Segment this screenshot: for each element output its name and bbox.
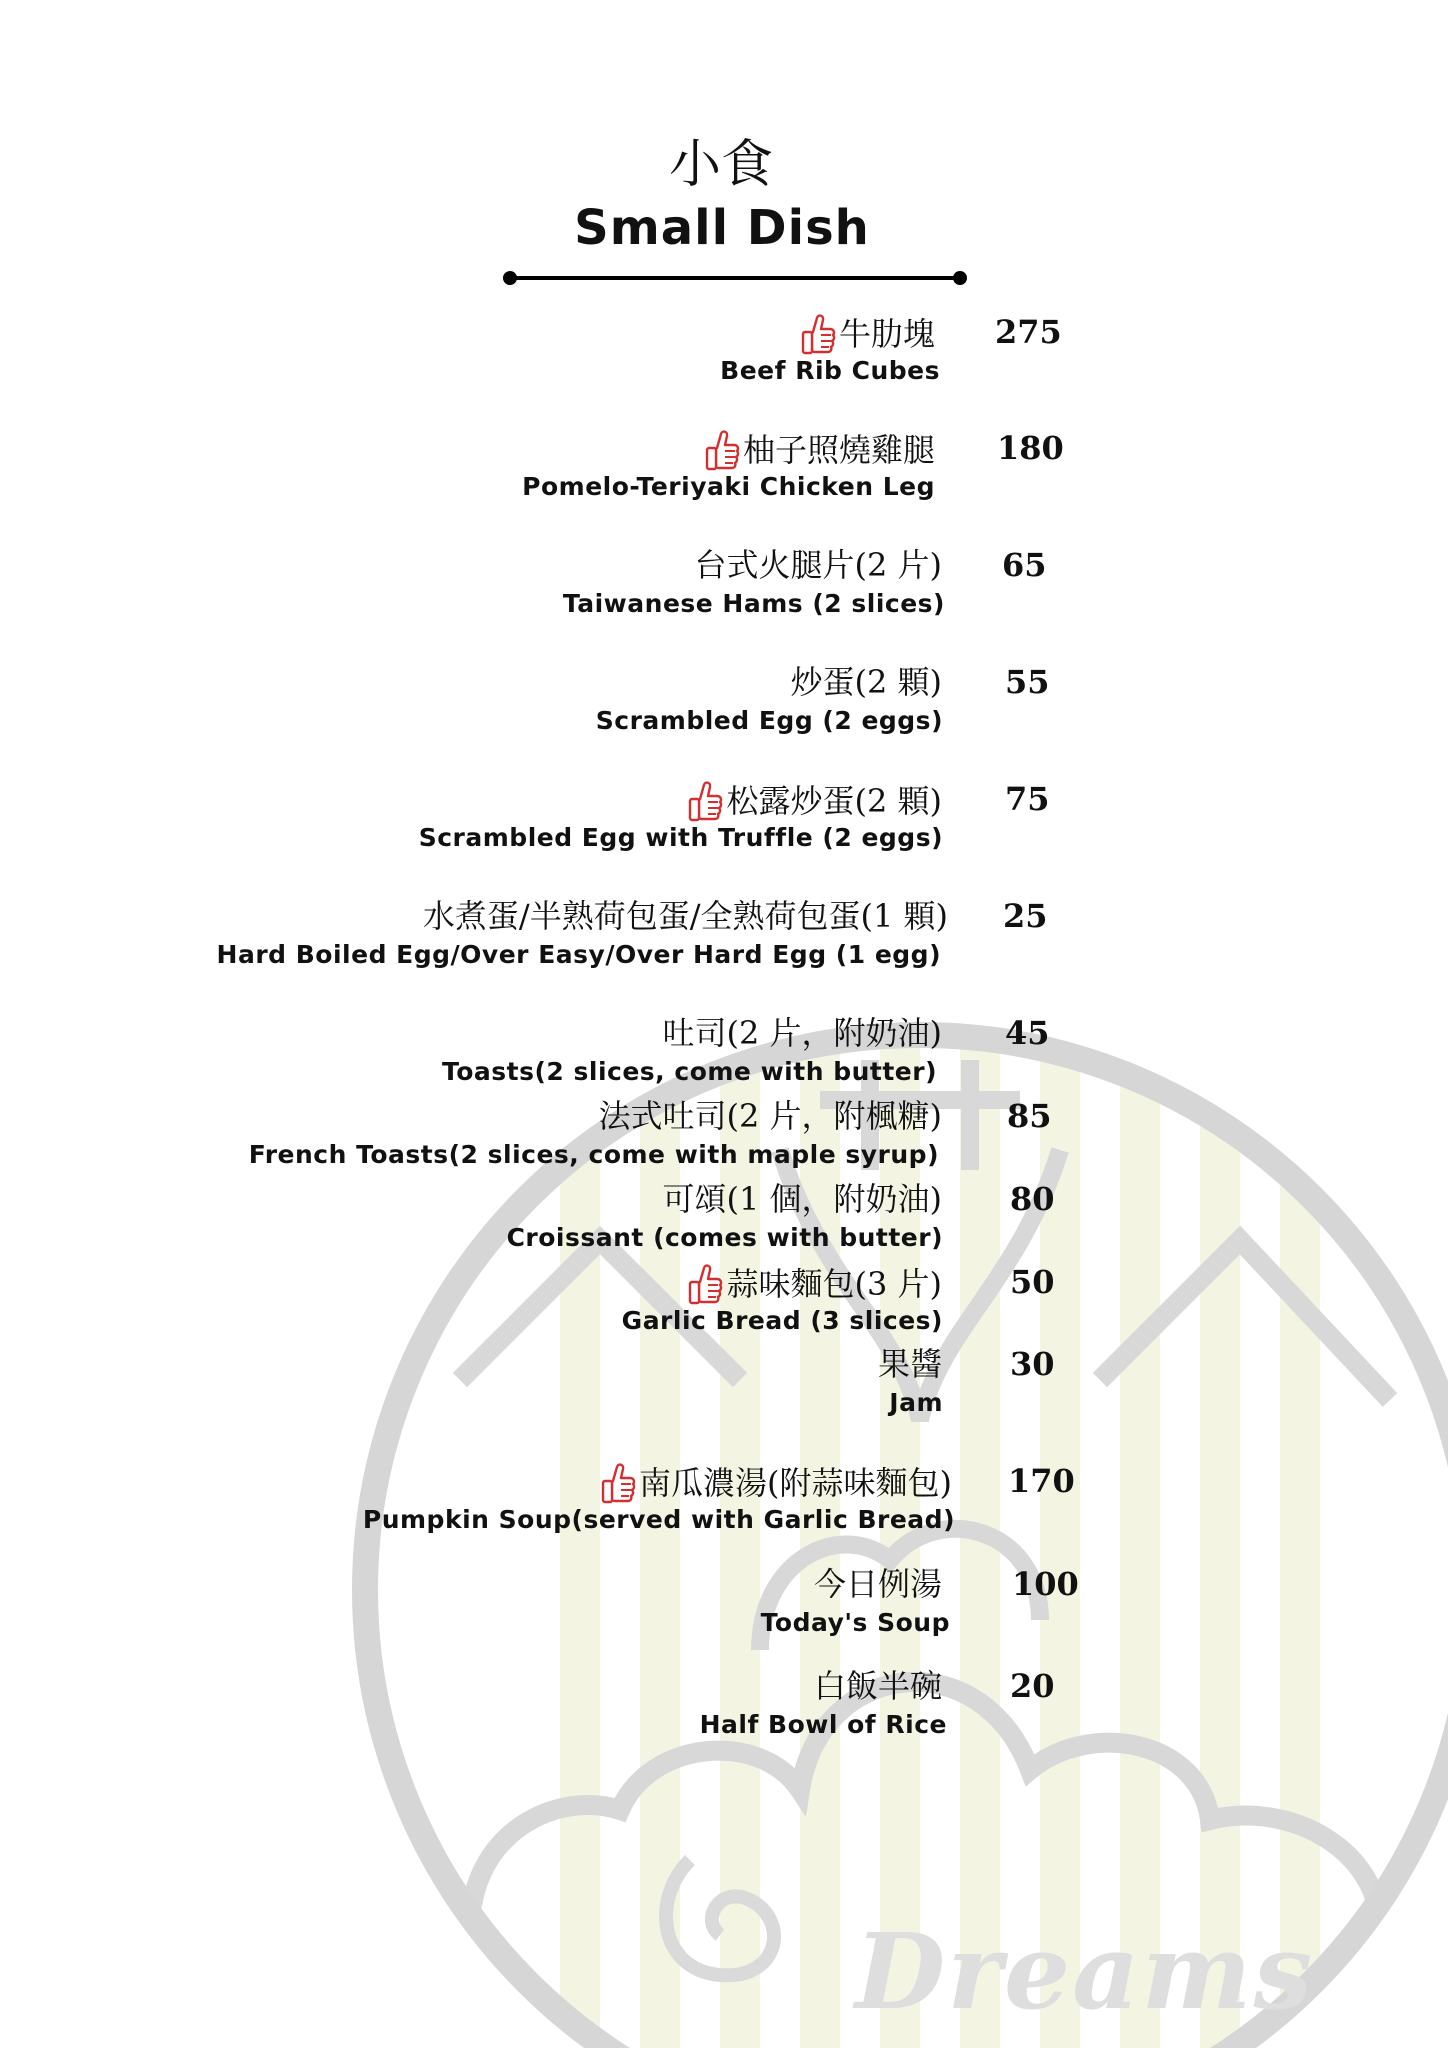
item-name-zh xyxy=(598,1096,942,1136)
item-name-en: Beef Rib Cubes xyxy=(720,356,940,385)
menu-item xyxy=(0,428,935,508)
menu-item xyxy=(0,1096,942,1176)
item-price: 80 xyxy=(1010,1180,1055,1218)
thumbs-up-icon xyxy=(799,312,837,356)
item-name-zh-text: 松露炒蛋(2 顆) xyxy=(726,782,942,820)
item-price: 85 xyxy=(1007,1097,1052,1135)
item-name-zh-text: 台式火腿片(2 片) xyxy=(694,546,942,584)
item-name-zh-text: 炒蛋(2 顆) xyxy=(790,663,942,701)
item-price: 170 xyxy=(1008,1462,1075,1500)
item-name-zh xyxy=(878,1344,942,1384)
item-name-zh-text: 南瓜濃湯(附蒜味麵包) xyxy=(639,1464,952,1502)
item-price: 275 xyxy=(995,313,1062,351)
item-name-zh-text: 今日例湯 xyxy=(813,1565,942,1603)
menu-item xyxy=(0,1666,947,1746)
item-name-zh-text: 牛肋塊 xyxy=(838,315,935,353)
item-name-en: Scrambled Egg with Truffle (2 eggs) xyxy=(418,823,943,852)
item-price: 100 xyxy=(1012,1565,1079,1603)
item-name-zh xyxy=(662,1013,942,1053)
item-name-zh xyxy=(703,428,935,472)
item-price: 30 xyxy=(1010,1345,1055,1383)
item-price: 50 xyxy=(1010,1263,1055,1301)
item-name-en: Today's Soup xyxy=(760,1608,950,1637)
item-name-zh-text: 可頌(1 個，附奶油) xyxy=(662,1180,942,1218)
item-name-zh-text: 蒜味麵包(3 片) xyxy=(726,1265,942,1303)
menu-item xyxy=(0,545,945,625)
item-name-en: Scrambled Egg (2 eggs) xyxy=(595,706,943,735)
title-divider xyxy=(500,268,970,288)
item-name-zh xyxy=(662,1179,942,1219)
item-price: 75 xyxy=(1005,780,1050,818)
menu-item xyxy=(0,1013,942,1093)
item-name-en: Taiwanese Hams (2 slices) xyxy=(562,589,945,618)
item-name-en: Croissant (comes with butter) xyxy=(506,1223,943,1252)
item-name-zh-text: 柚子照燒雞腿 xyxy=(742,431,935,469)
menu-item xyxy=(0,896,948,976)
item-name-zh xyxy=(686,779,942,823)
item-name-zh xyxy=(814,1564,942,1604)
item-name-en: Toasts(2 slices, come with butter) xyxy=(441,1057,937,1086)
item-name-en: Jam xyxy=(889,1388,943,1417)
item-price: 20 xyxy=(1010,1667,1055,1705)
thumbs-up-icon xyxy=(703,428,741,472)
menu-item xyxy=(0,312,940,392)
item-price: 25 xyxy=(1003,897,1048,935)
thumbs-up-icon xyxy=(686,779,724,823)
item-name-en: Half Bowl of Rice xyxy=(699,1710,947,1739)
item-name-zh xyxy=(423,896,948,936)
item-name-zh-text: 法式吐司(2 片，附楓糖) xyxy=(598,1097,942,1135)
section-title-zh: 小食 xyxy=(668,135,773,195)
menu-item xyxy=(0,1461,955,1541)
menu-item xyxy=(0,1179,942,1259)
item-name-en: French Toasts(2 slices, come with maple syrup) xyxy=(248,1140,939,1169)
menu-item xyxy=(0,662,942,742)
item-name-zh-text: 果醬 xyxy=(877,1345,942,1383)
item-name-zh xyxy=(790,662,942,702)
item-name-zh xyxy=(814,1666,942,1706)
item-name-zh-text: 水煮蛋/半熟荷包蛋/全熟荷包蛋(1 顆) xyxy=(422,897,948,935)
item-price: 65 xyxy=(1002,546,1047,584)
watermark-text: Dreams xyxy=(855,1910,1315,2033)
item-name-zh xyxy=(799,312,935,356)
item-price: 45 xyxy=(1005,1014,1050,1052)
menu-item xyxy=(0,1344,942,1424)
section-title-en: Small Dish xyxy=(574,200,870,256)
thumbs-up-icon xyxy=(599,1461,637,1505)
item-name-en: Garlic Bread (3 slices) xyxy=(621,1306,943,1335)
item-name-zh-text: 白飯半碗 xyxy=(813,1667,942,1705)
item-name-zh xyxy=(686,1262,942,1306)
item-name-zh-text: 吐司(2 片，附奶油) xyxy=(662,1014,942,1052)
item-name-zh xyxy=(599,1461,952,1505)
item-price: 180 xyxy=(997,429,1064,467)
thumbs-up-icon xyxy=(686,1262,724,1306)
menu-item xyxy=(0,1564,950,1644)
menu-item xyxy=(0,779,942,859)
item-name-zh xyxy=(694,545,942,585)
item-price: 55 xyxy=(1005,663,1050,701)
item-name-en: Pumpkin Soup(served with Garlic Bread) xyxy=(362,1505,955,1534)
item-name-en: Pomelo-Teriyaki Chicken Leg xyxy=(522,472,935,501)
item-name-en: Hard Boiled Egg/Over Easy/Over Hard Egg (1 egg) xyxy=(216,940,941,969)
menu-item xyxy=(0,1262,942,1342)
